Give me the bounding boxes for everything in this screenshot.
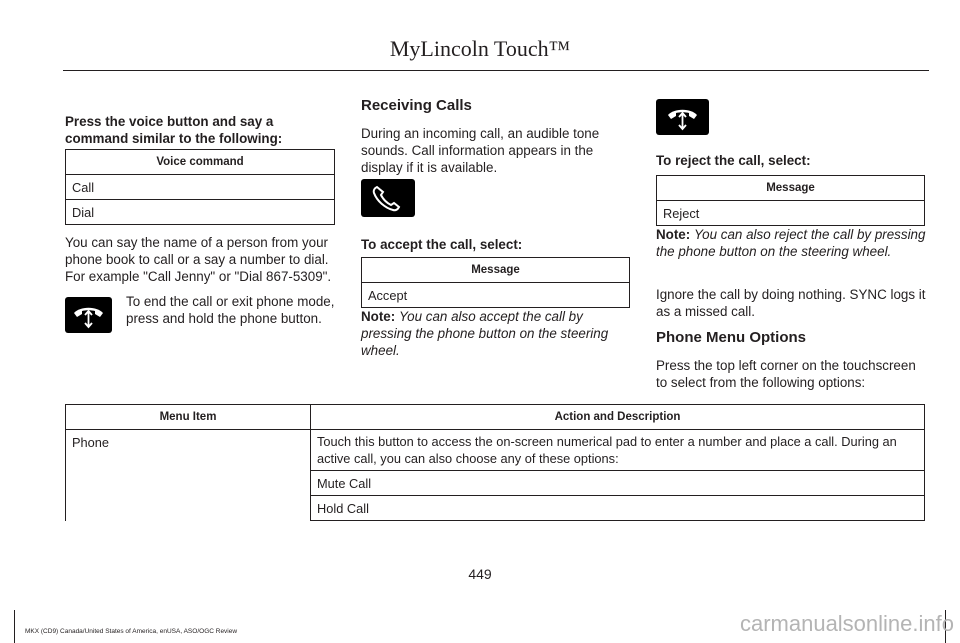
table-row <box>66 175 335 200</box>
phone-accept-icon <box>361 179 415 217</box>
table-cell: Accept <box>362 283 630 308</box>
table-row <box>66 430 925 471</box>
footer-text: MKX (CD9) Canada/United States of America, enUSA, ASO/OGC Review <box>25 628 238 635</box>
table-row <box>362 283 630 308</box>
voice-paragraph: You can say the name of a person from your phone book to call or a say a number to dial. For example "Call Jenny" or "Dial 867-5309". <box>65 235 332 284</box>
phone-menu-heading: Phone Menu Options <box>656 329 806 346</box>
table-header: Action and Description <box>311 405 925 430</box>
voice-intro: Press the voice button and say a command similar to the following: <box>65 114 283 146</box>
accept-label: To accept the call, select: <box>361 237 523 252</box>
reject-label: To reject the call, select: <box>656 153 811 168</box>
receiving-calls-paragraph: During an incoming call, an audible tone sounds. Call information appears in the display if it is available. <box>361 126 600 175</box>
note-label: Note: <box>656 227 691 242</box>
ignore-call-text: Ignore the call by doing nothing. SYNC logs it as a missed call. <box>656 287 926 319</box>
phone-hangup-icon <box>656 99 709 135</box>
table-cell: Reject <box>657 201 925 226</box>
reject-message-table <box>656 175 925 226</box>
table-cell: Hold Call <box>311 496 925 521</box>
note-label: Note: <box>361 309 396 324</box>
table-header: Voice command <box>66 150 335 175</box>
header-rule <box>63 70 929 71</box>
table-header: Message <box>362 258 630 283</box>
receiving-calls-heading: Receiving Calls <box>361 97 472 114</box>
table-row <box>657 201 925 226</box>
table-header: Menu Item <box>66 405 311 430</box>
accept-note <box>361 308 631 359</box>
crop-mark-left <box>14 610 15 643</box>
page-title: MyLincoln Touch™ <box>389 36 571 61</box>
note-text: You can also accept the call by pressing the phone button on the steering wheel. <box>361 309 609 358</box>
menu-item-cell: Phone <box>66 430 311 521</box>
table-cell: Touch this button to access the on-screen numerical pad to enter a number and place a call. During an active call, you can also choose any of these options: <box>311 430 925 471</box>
page-number: 449 <box>468 566 492 582</box>
accept-message-table <box>361 257 630 308</box>
table-header: Message <box>657 176 925 201</box>
table-cell: Mute Call <box>311 471 925 496</box>
phone-menu-table <box>65 404 925 521</box>
watermark: carmanualsonline.info <box>739 611 954 636</box>
table-cell: Call <box>66 175 335 200</box>
table-cell: Dial <box>66 200 335 225</box>
phone-menu-paragraph: Press the top left corner on the touchscreen to select from the following options: <box>656 358 916 390</box>
note-text: You can also reject the call by pressing the phone button on the steering wheel. <box>656 227 926 259</box>
phone-hangup-icon <box>65 297 112 333</box>
reject-note <box>656 226 926 260</box>
end-call-text: To end the call or exit phone mode, press and hold the phone button. <box>126 294 335 326</box>
table-row <box>66 200 335 225</box>
voice-command-table <box>65 149 335 225</box>
